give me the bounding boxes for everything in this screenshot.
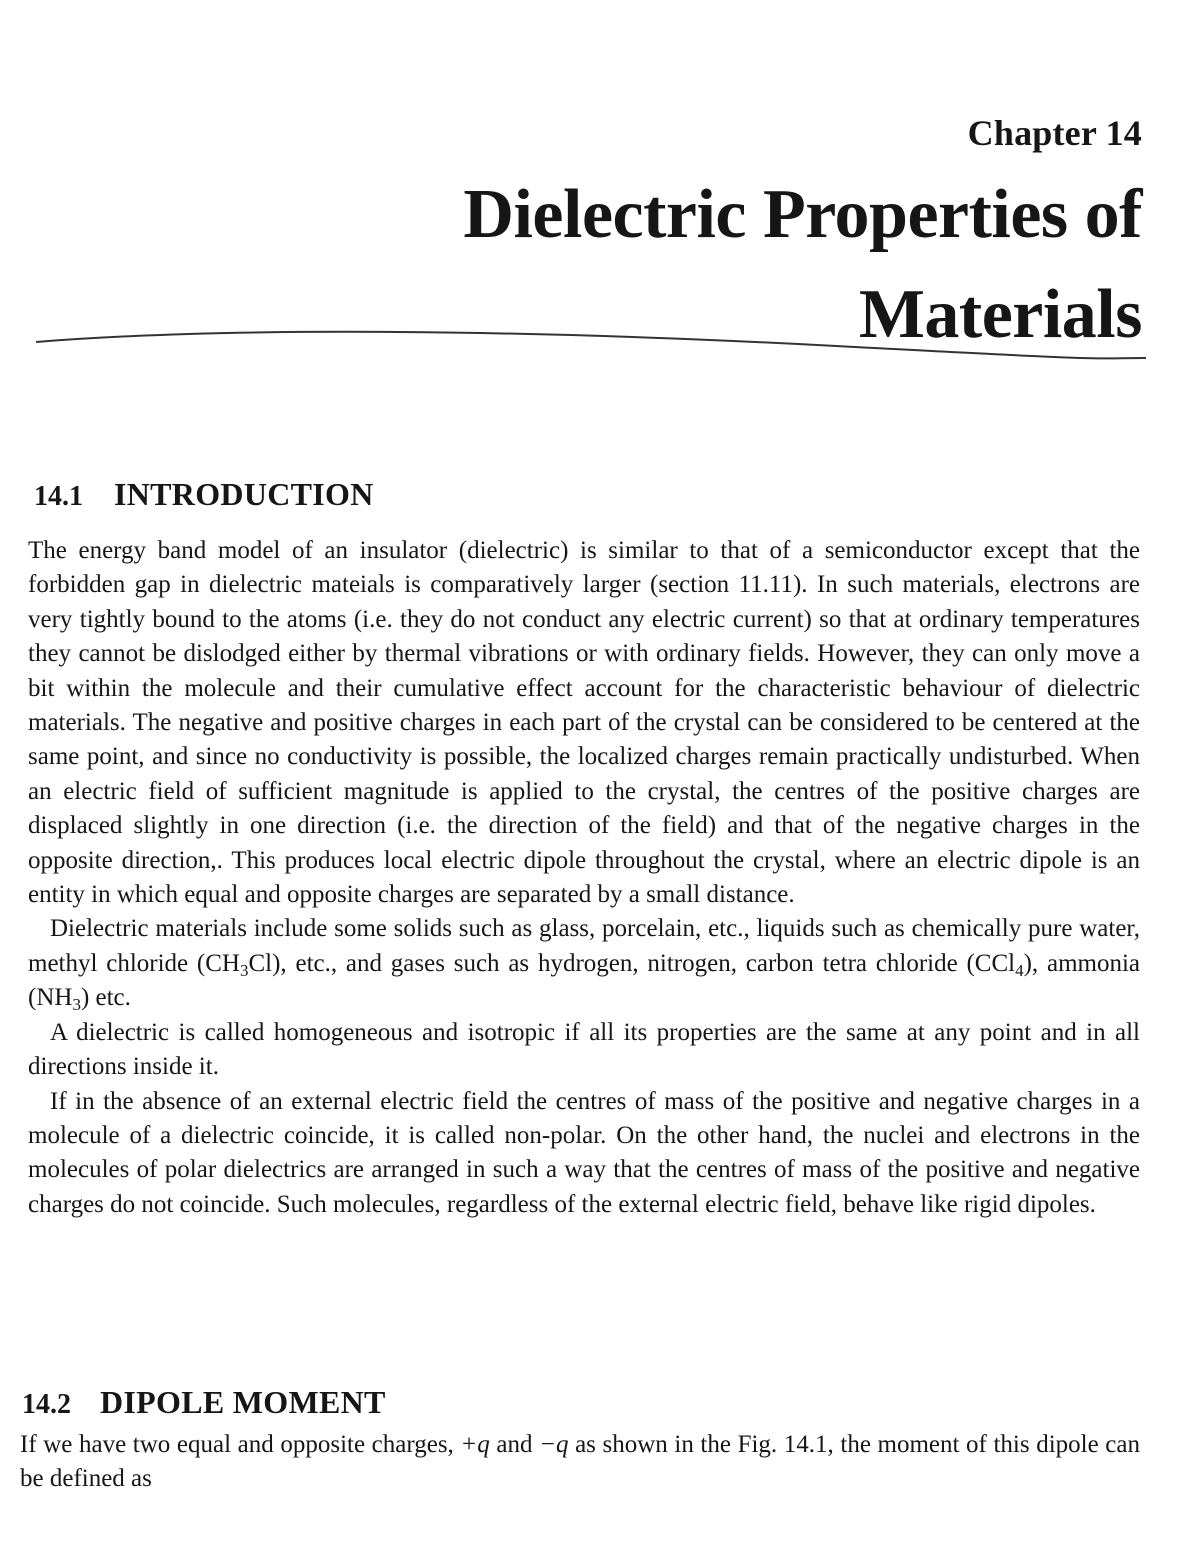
text-run: ) etc.: [80, 984, 131, 1012]
text-run: If we have two equal and opposite charges,: [20, 1431, 461, 1458]
chapter-label: Chapter 14: [967, 113, 1142, 153]
section-heading-introduction: [34, 476, 374, 513]
subscript: 3: [72, 995, 81, 1015]
text-run: as shown in the Fig. 14.1, the moment of this dipole can be defined as: [20, 1431, 1140, 1493]
subscript: 4: [1015, 960, 1024, 980]
introduction-body: [28, 534, 1140, 1222]
chapter-title: Dielectric Properties of Materials: [463, 176, 1142, 353]
paragraph: If in the absence of an external electric field the centres of mass of the positive and negative charges in a molecule of a dielectric coincide, it is called non-polar. On the other hand, the nuclei and electrons in the molecules of polar dielectrics are arranged in such a way that the centres of mass of the positive and negative charges do not coincide. Such molecules, regardless of the external electric field, behave like rigid dipoles.: [28, 1087, 1140, 1218]
section-title: DIPOLE MOMENT: [100, 1384, 386, 1420]
paragraph: The energy band model of an insulator (dielectric) is similar to that of a semiconductor except that the forbidden gap in dielectric mateials is comparatively larger (section 11.11). In such materials, electrons are very tightly bound to the atoms (i.e. they do not conduct any electric current) so that at ordinary temperatures they cannot be dislodged either by thermal vibrations or with ordinary fields. However, they can only move a bit within the molecule and their cumulative effect account for the characteristic behaviour of dielectric materials. The negative and positive charges in each part of the crystal can be considered to be centered at the same point, and since no conductivity is possible, the localized charges remain practically undisturbed. When an electric field of sufficient magnitude is applied to the crystal, the centres of the positive charges are displaced slightly in one direction (i.e. the direction of the field) and that of the negative charges in the opposite direction,. This produces local electric dipole throughout the crystal, where an electric dipole is an entity in which equal and opposite charges are separated by a small distance.: [28, 537, 1140, 909]
paragraph: [28, 912, 1140, 1015]
text-run: Cl), etc., and gases such as hydrogen, nitrogen, carbon tetra chloride (CCl: [248, 949, 1016, 977]
text-run: ), ammonia (NH: [28, 949, 1141, 1012]
paragraph: [20, 1428, 1140, 1497]
text-run: and: [489, 1431, 540, 1458]
section-number: 14.2: [22, 1389, 71, 1420]
paragraph: A dielectric is called homogeneous and isotropic if all its properties are the same at any point and in all directions inside it.: [28, 1018, 1140, 1081]
title-rule: [36, 322, 1146, 362]
section-title: INTRODUCTION: [114, 476, 374, 512]
charge-symbol: +q: [460, 1431, 490, 1458]
section-heading-dipole-moment: [22, 1384, 386, 1421]
charge-symbol: −q: [539, 1431, 569, 1458]
dipole-moment-body: [20, 1428, 1140, 1497]
section-number: 14.1: [34, 481, 83, 512]
subscript: 3: [239, 960, 249, 980]
text-run: Dielectric materials include some solids such as glass, porcelain, etc., liquids such as chemically pure water, methyl chloride (CH: [28, 915, 1140, 977]
